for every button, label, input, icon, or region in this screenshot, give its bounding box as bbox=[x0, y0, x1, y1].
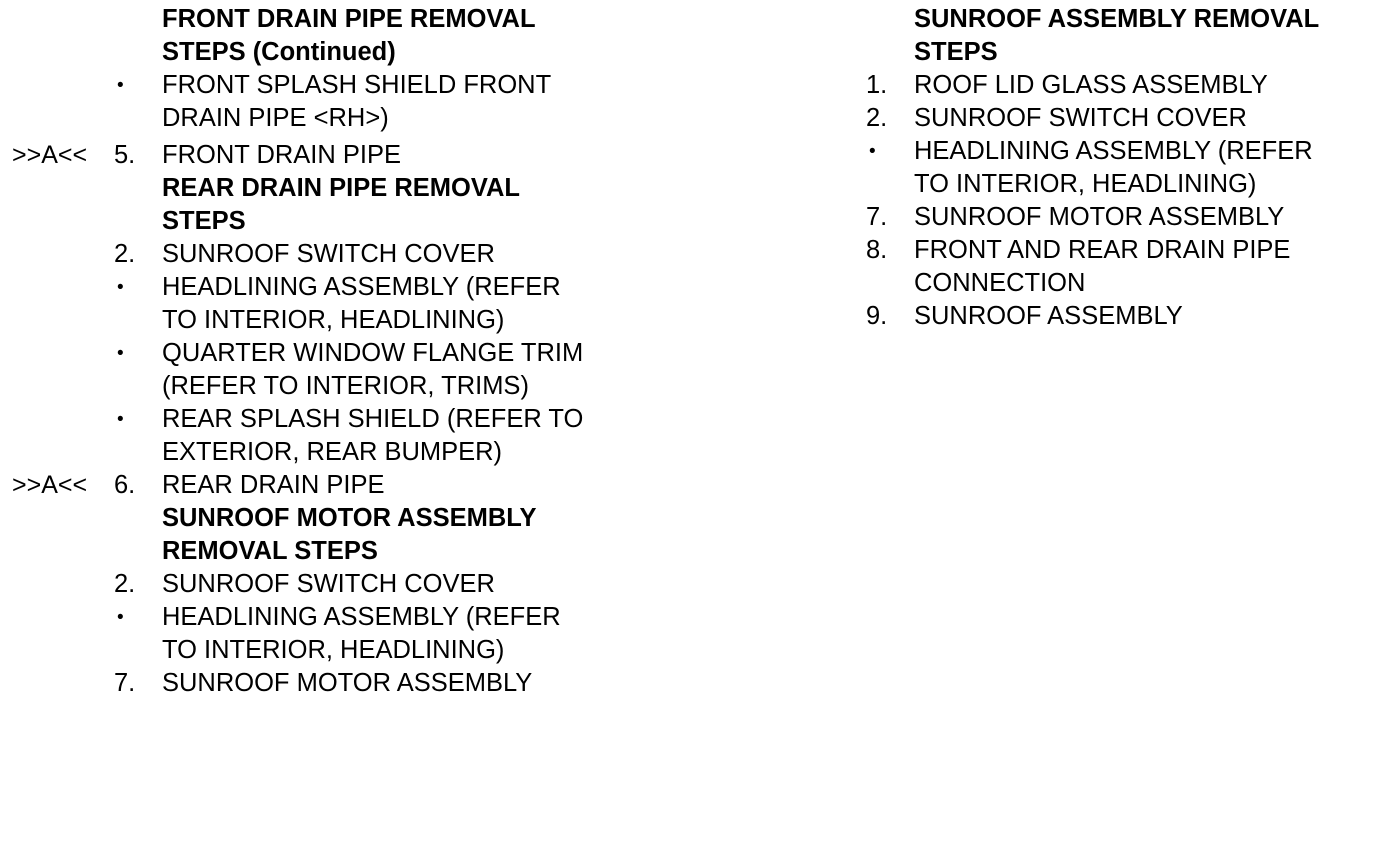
item-line: DRAIN PIPE <RH>) bbox=[162, 104, 389, 132]
bullet-marker: • bbox=[117, 75, 124, 96]
heading-line: STEPS bbox=[162, 207, 246, 235]
list-item-quarter-window-flange-trim bbox=[0, 337, 680, 403]
item-line: TO INTERIOR, HEADLINING) bbox=[162, 306, 505, 334]
step-number: 2. bbox=[866, 104, 888, 132]
item-line: TO INTERIOR, HEADLINING) bbox=[162, 636, 505, 664]
list-item-rear-splash-shield bbox=[0, 403, 680, 469]
heading-line: REAR DRAIN PIPE REMOVAL bbox=[162, 174, 520, 202]
list-item-headlining-assembly bbox=[0, 271, 680, 337]
bullet-marker: • bbox=[117, 277, 124, 298]
item-line: SUNROOF ASSEMBLY bbox=[914, 302, 1183, 330]
list-item-headlining-assembly bbox=[860, 135, 1380, 201]
bullet-marker: • bbox=[117, 409, 124, 430]
bullet-marker: • bbox=[117, 607, 124, 628]
bullet-marker: • bbox=[117, 343, 124, 364]
heading-line: SUNROOF MOTOR ASSEMBLY bbox=[162, 504, 537, 532]
section-heading-sunroof-motor-assembly bbox=[0, 502, 680, 568]
item-line: FRONT SPLASH SHIELD FRONT bbox=[162, 71, 552, 99]
section-heading-rear-drain-pipe bbox=[0, 172, 680, 238]
list-item-sunroof-switch-cover bbox=[0, 238, 680, 271]
list-item-roof-lid-glass-assembly bbox=[860, 69, 1380, 102]
heading-line: STEPS bbox=[914, 38, 998, 66]
item-line: QUARTER WINDOW FLANGE TRIM bbox=[162, 339, 584, 367]
item-line: ROOF LID GLASS ASSEMBLY bbox=[914, 71, 1268, 99]
list-item-headlining-assembly bbox=[0, 601, 680, 667]
item-line: SUNROOF SWITCH COVER bbox=[914, 104, 1247, 132]
item-line: SUNROOF SWITCH COVER bbox=[162, 570, 495, 598]
step-number: 8. bbox=[866, 236, 888, 264]
item-line: SUNROOF SWITCH COVER bbox=[162, 240, 495, 268]
list-item-sunroof-switch-cover bbox=[0, 568, 680, 601]
heading-line: FRONT DRAIN PIPE REMOVAL bbox=[162, 5, 536, 33]
heading-line: STEPS (Continued) bbox=[162, 38, 396, 66]
heading-line: REMOVAL STEPS bbox=[162, 537, 378, 565]
list-item-rear-drain-pipe bbox=[0, 469, 680, 502]
item-line: EXTERIOR, REAR BUMPER) bbox=[162, 438, 503, 466]
list-item-sunroof-switch-cover bbox=[860, 102, 1380, 135]
step-number: 6. bbox=[114, 471, 136, 499]
list-item-sunroof-motor-assembly bbox=[860, 201, 1380, 234]
item-line: CONNECTION bbox=[914, 269, 1086, 297]
left-column bbox=[0, 3, 680, 700]
step-number: 2. bbox=[114, 240, 136, 268]
reference-marker: >>A<< bbox=[12, 471, 88, 499]
item-line: HEADLINING ASSEMBLY (REFER bbox=[914, 137, 1313, 165]
step-number: 2. bbox=[114, 570, 136, 598]
right-column bbox=[860, 3, 1380, 333]
item-line: (REFER TO INTERIOR, TRIMS) bbox=[162, 372, 529, 400]
step-number: 7. bbox=[114, 669, 136, 697]
item-line: SUNROOF MOTOR ASSEMBLY bbox=[914, 203, 1285, 231]
item-line: SUNROOF MOTOR ASSEMBLY bbox=[162, 669, 533, 697]
list-item-front-drain-pipe bbox=[0, 139, 680, 172]
step-number: 5. bbox=[114, 141, 136, 169]
step-number: 1. bbox=[866, 71, 888, 99]
heading-line: SUNROOF ASSEMBLY REMOVAL bbox=[914, 5, 1320, 33]
item-line: FRONT DRAIN PIPE bbox=[162, 141, 401, 169]
item-line: HEADLINING ASSEMBLY (REFER bbox=[162, 603, 561, 631]
item-line: REAR SPLASH SHIELD (REFER TO bbox=[162, 405, 584, 433]
reference-marker: >>A<< bbox=[12, 141, 88, 169]
bullet-marker: • bbox=[869, 141, 876, 162]
list-item-drain-pipe-connection bbox=[860, 234, 1380, 300]
item-line: FRONT AND REAR DRAIN PIPE bbox=[914, 236, 1291, 264]
list-item-sunroof-assembly bbox=[860, 300, 1380, 333]
section-heading-sunroof-assembly bbox=[860, 3, 1380, 69]
list-item-sunroof-motor-assembly bbox=[0, 667, 680, 700]
step-number: 7. bbox=[866, 203, 888, 231]
item-line: TO INTERIOR, HEADLINING) bbox=[914, 170, 1257, 198]
section-heading-front-drain-pipe bbox=[0, 3, 680, 69]
list-item-front-splash-shield bbox=[0, 69, 680, 135]
item-line: REAR DRAIN PIPE bbox=[162, 471, 385, 499]
step-number: 9. bbox=[866, 302, 888, 330]
item-line: HEADLINING ASSEMBLY (REFER bbox=[162, 273, 561, 301]
